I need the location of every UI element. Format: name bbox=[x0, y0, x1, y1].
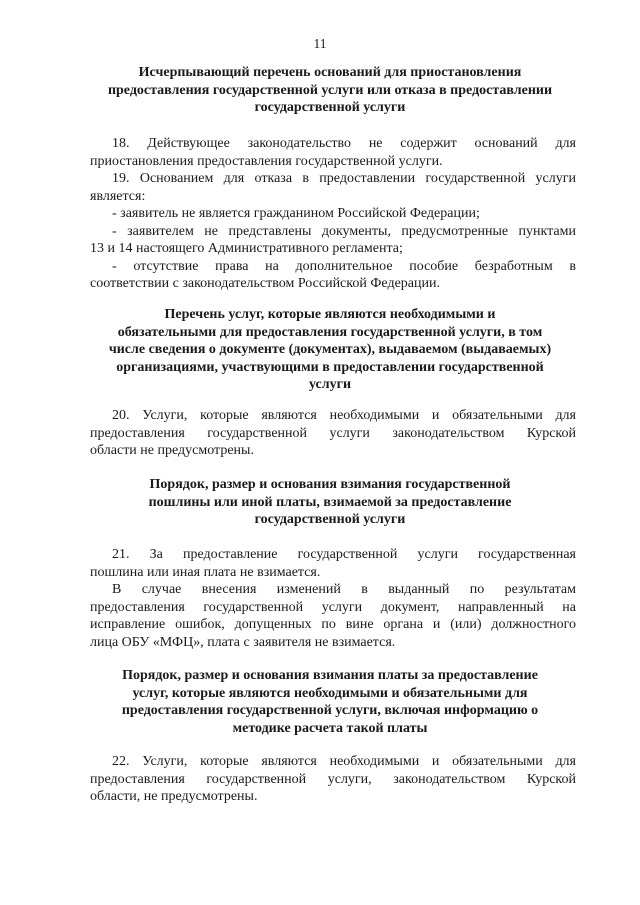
paragraph-line: области, не предусмотрены. bbox=[90, 789, 258, 804]
heading-line: методике расчета такой платы bbox=[232, 720, 428, 736]
paragraph-line: является: bbox=[90, 188, 146, 204]
heading-line: услуг, которые являются необходимыми и обязательными для bbox=[132, 685, 528, 701]
paragraph-line: 20. Услуги, которые являются необходимыми и обязательными для bbox=[112, 408, 576, 423]
heading-line: государственной услуги bbox=[254, 512, 406, 527]
section-heading-state-duty bbox=[80, 476, 580, 529]
paragraph-line: 21. За предоставление государственной услуги государственная bbox=[112, 547, 576, 562]
paragraph-line: исправление ошибок, допущенных по вине органа и (или) должностного bbox=[90, 617, 576, 632]
list-item-continuation: 13 и 14 настоящего Административного регламента; bbox=[90, 241, 403, 256]
heading-line: пошлины или иной платы, взимаемой за предоставление bbox=[148, 494, 512, 510]
paragraph-line: лица ОБУ «МФЦ», плата с заявителя не взимается. bbox=[90, 634, 396, 650]
paragraph-line: пошлина или иная плата не взимается. bbox=[90, 564, 321, 580]
heading-line: организациями, участвующими в предоставлении государственной bbox=[116, 359, 544, 375]
heading-line: Перечень услуг, которые являются необходимыми и bbox=[164, 307, 496, 322]
paragraph-18 bbox=[90, 135, 576, 170]
section-heading-necessary-services bbox=[80, 306, 580, 394]
section-heading-grounds-for-suspension bbox=[80, 64, 580, 117]
heading-line: Порядок, размер и основания взимания государственной bbox=[149, 477, 511, 492]
paragraph-line: предоставления государственной услуги документ, направленный на bbox=[90, 599, 576, 615]
paragraph-22 bbox=[90, 753, 576, 806]
paragraph-21 bbox=[90, 546, 576, 651]
paragraph-line: 22. Услуги, которые являются необходимыми и обязательными для bbox=[112, 754, 576, 769]
paragraph-line: предоставления государственной услуги законодательством Курской bbox=[90, 425, 576, 441]
section-heading-fee-for-necessary-services bbox=[80, 667, 580, 737]
heading-line: числе сведения о документе (документах), выдаваемом (выдаваемых) bbox=[108, 342, 552, 357]
heading-line: услуги bbox=[308, 377, 352, 392]
heading-line: предоставления государственной услуги или отказа в предоставлении bbox=[107, 82, 553, 98]
page-number: 11 bbox=[313, 36, 327, 51]
heading-line: государственной услуги bbox=[254, 100, 406, 115]
list-item: - заявителем не представлены документы, предусмотренные пунктами bbox=[112, 223, 576, 239]
list-item: - заявитель не является гражданином Российской Федерации; bbox=[112, 206, 480, 221]
heading-line: Исчерпывающий перечень оснований для приостановления bbox=[138, 65, 522, 80]
paragraph-19 bbox=[90, 170, 576, 293]
paragraph-line: 19. Основанием для отказа в предоставлении государственной услуги bbox=[112, 171, 576, 186]
paragraph-line: предоставления государственной услуги, законодательством Курской bbox=[90, 771, 576, 787]
paragraph-line: 18. Действующее законодательство не содержит оснований для bbox=[112, 136, 576, 151]
heading-line: Порядок, размер и основания взимания платы за предоставление bbox=[122, 668, 538, 683]
paragraph-20 bbox=[90, 407, 576, 460]
paragraph-line: В случае внесения изменений в выданный по результатам bbox=[112, 582, 576, 597]
list-item: - отсутствие права на дополнительное пособие безработным в bbox=[112, 258, 576, 274]
paragraph-line: области не предусмотрены. bbox=[90, 443, 254, 458]
heading-line: обязательными для предоставления государственной услуги, в том bbox=[117, 324, 543, 340]
heading-line: предоставления государственной услуги, включая информацию о bbox=[121, 703, 539, 718]
list-item-continuation: соответствии с законодательством Российской Федерации. bbox=[90, 276, 440, 291]
paragraph-line: приостановления предоставления государственной услуги. bbox=[90, 153, 443, 169]
